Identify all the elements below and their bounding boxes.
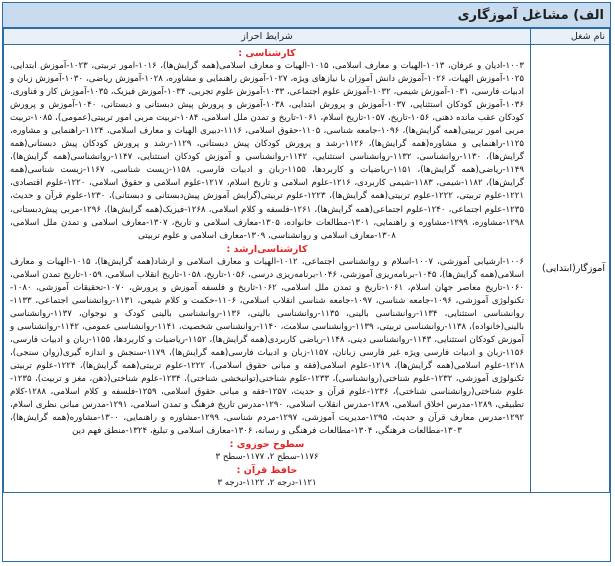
job-name-cell: آموزگار(ابتدایی) bbox=[531, 45, 610, 493]
section-title: الف) مشاغل آموزگاری bbox=[3, 3, 610, 28]
table-header-row bbox=[4, 29, 610, 45]
quran-levels: ۱۱۲۱-درجه ۲، ۱۱۲۲-درجه ۳ bbox=[217, 478, 317, 489]
bachelor-fields: ۱۰۰۳-ادیان و عرفان، ۱۰۱۳-الهیات و معارف اسلامی، ۱۰۱۵-الهیات و معارف اسلامی(همه گرایش‌ها)، ۱۰۱۶-امور تربیتی، ۱۰۲۳-آموزش ابتدایی، ۱۰۲۵-آموزش الهیات، ۱۰۲۶-آموزش دانش آموزان با نیازهای ویژه، ۱۰۲۷-آموزش راهنمایی و مشاوره، ۱۰۲۸-آموزش ریاضی، ۱۰۳۰-آموزش زبان و ادبیات فارسی، ۱۰۳۱-آموزش شیمی، ۱۰۳۲-آموزش علوم اجتماعی، ۱۰۳۳-آموزش علوم تجربی، ۱۰۳۴-آموزش فیزیک، ۱۰۳۵-آموزش کار و فناوری، ۱۰۳۶-آموزش کودکان استثنایی، ۱۰۳۷-آموزش و پرورش ابتدایی، ۱۰۳۸-آموزش و پرورش پیش دبستانی و دبستانی، ۱۰۴۰-آموزش و پرورش کودکان عقب مانده ذهنی، ۱۰۵۶-تاریخ، ۱۰۵۷-تاریخ اسلام، ۱۰۶۱-تاریخ و تمدن ملل اسلامی، ۱۰۸۴-تربیت مربی امور تربیتی(عمومی)، ۱۰۸۵-تربیت مربی امور تربیتی(همه گرایش‌ها)، ۱۰۹۶-جامعه شناسی، ۱۱۰۵-حقوق اسلامی، ۱۱۱۶-دبیری الهیات و معارف اسلامی، ۱۱۲۴-راهنمایی و مشاوره، ۱۱۲۵-راهنمایی و مشاوره(همه گرایش‌ها)، ۱۱۲۶-رشد و پرورش کودکان پیش دبستانی، ۱۱۲۹-رشد و پرورش کودکان پیش دبستانی(همه گرایش‌ها)، ۱۱۳۰-روانشناسی، ۱۱۳۲-روانشناسی استثنایی، ۱۱۴۲-روانشناسی و آموزش کودکان استثنایی، ۱۱۴۷-روانشناسی(همه گرایش‌ها)، ۱۱۴۹-ریاضی(همه گرایش‌ها)، ۱۱۵۱-ریاضیات و کاربردها، ۱۱۵۵-زبان و ادبیات فارسی، ۱۱۵۸-زیست شناسی، ۱۱۶۷-زیست شناسی(همه گرایش‌ها)، ۱۱۸۲-شیمی، ۱۱۸۳-شیمی کاربردی، ۱۲۱۶-علوم اسلامی و تاریخ اسلام، ۱۲۱۷-علوم اسلامی و حقوق اسلامی، ۱۲۲۰-علوم اقتصادی، ۱۲۲۱-علوم تربیتی، ۱۲۲۲-علوم تربیتی(همه گرایش‌ها)، ۱۲۲۳-علوم تربیتی(گرایش آموزش پیش‌دبستانی و دبستانی)، ۱۲۳۰-علوم قرآن و حدیث، ۱۲۳۵-علوم اجتماعی، ۱۲۴۰-علوم اجتماعی(همه گرایش‌ها)، ۱۲۶۱-فلسفه و کلام اسلامی، ۱۲۶۸-فیزیک(همه گرایش‌ها)، ۱۲۹۶-مربی پیش‌دبستانی، ۱۲۹۸-مشاوره، ۱۲۹۹-مشاوره و راهنمایی، ۱۳۰۱-مطالعات خانواده، ۱۳۰۵-معارف اسلامی و تاریخ، ۱۳۰۷-معارف اسلامی و تمدن ملل اسلامی، ۱۳۰۸-معارف اسلامی و روانشناسی، ۱۳۰۹-معارف اسلامی و علوم تربیتی bbox=[10, 61, 525, 241]
quran-title: حافظ قرآن : bbox=[236, 465, 298, 477]
table-row bbox=[4, 45, 610, 493]
job-name-header: نام شغل bbox=[531, 29, 610, 45]
master-fields: ۱۰۰۶-ارشیابی آموزشی، ۱۰۰۷-اسلام و روانشناسی اجتماعی، ۱۰۱۲-الهیات و معارف اسلامی و ارشاد(همه گرایش‌ها)، ۱۰۱۵-الهیات و معارف اسلامی(همه گرایش‌ها)، ۱۰۴۵-برنامه‌ریزی آموزشی، ۱۰۴۶-برنامه‌ریزی درسی، ۱۰۵۶-تاریخ، ۱۰۵۸-تاریخ انقلاب اسلامی، ۱۰۵۹-تاریخ تمدن اسلامی، ۱۰۶۰-تاریخ معاصر جهان اسلام، ۱۰۶۱-تاریخ و تمدن ملل اسلامی، ۱۰۶۲-تاریخ و فلسفه آموزش و پرورش، ۱۰۷۰-تحقیقات آموزشی، ۱۰۸۰-تکنولوژی آموزشی، ۱۰۹۶-جامعه شناسی، ۱۰۹۷-جامعه شناسی انقلاب اسلامی، ۱۱۰۶-حکمت و کلام شیعی، ۱۱۳۱-روانشناسی اجتماعی، ۱۱۳۳-روانشناسی استثنایی، ۱۱۳۴-روانشناسی بالینی، ۱۱۳۵-روانشناسی بالینی، ۱۱۳۶-روانشناسی بالینی کودک و نوجوان، ۱۱۳۷-روانشناسی بالینی(خانواده)، ۱۱۳۸-روانشناسی تربیتی، ۱۱۳۹-روانشناسی سلامت، ۱۱۴۰-روانشناسی شخصیت، ۱۱۴۱-روانشناسی عمومی، ۱۱۴۲-روانشناسی و آموزش کودکان استثنایی، ۱۱۴۳-روانشناسی دینی، ۱۱۴۸-ریاضی کاربردی(همه گرایش‌ها)، ۱۱۵۲-ریاضیات و کاربردها، ۱۱۵۵-زبان و ادبیات فارسی، ۱۱۵۶-زبان و ادبیات فارسی ویژه غیر فارسی زبانان، ۱۱۵۷-زبان و ادبیات فارسی(همه گرایش‌ها)، ۱۱۷۹-سنجش و اندازه گیری(روان سنجی)، ۱۲۱۸-علوم اسلامی(همه گرایش‌ها)، ۱۲۱۹-علوم اسلامی(فقه و مبانی حقوق اسلامی)، ۱۲۲۲-علوم تربیتی(همه گرایش‌ها)، ۱۲۲۴-علوم تربیتی تکنولوژی آموزشی، ۱۲۳۲-علوم شناختی(روانشناسی)، ۱۲۳۳-علوم شناختی(توانبخشی شناختی)، ۱۲۳۴-علوم شناختی(ذهن، مغز و تربیت)، ۱۲۳۵-علوم شناختی(روانشناسی شناختی)، ۱۲۳۶-علوم قرآن و حدیث، ۱۲۵۷-فقه و مبانی حقوق اسلامی، ۱۲۵۹-فلسفه و کلام اسلامی، ۱۲۸۸-کلام تطبیقی، ۱۲۸۹-مدرس اخلاق اسلامی، ۱۲۸۹-مدرس انقلاب اسلامی، ۱۲۹۰-مدرس تاریخ فرهنگ و تمدن اسلامی، ۱۲۹۱-مدرس مبانی نظری اسلام، ۱۲۹۲-مدرس معارف قرآن و حدیث، ۱۲۹۵-مدیریت آموزشی، ۱۲۹۷-مردم شناسی، ۱۲۹۹-مشاوره و راهنمایی، ۱۳۰۰-مشاوره(همه گرایش‌ها)، ۱۳۰۳-مطالعات فرهنگی، ۱۳۰۴-مطالعات فرهنگی و رسانه، ۱۳۰۶-معارف اسلامی و تبلیغ، ۱۳۲۴-منطق فهم دین bbox=[10, 256, 525, 437]
bachelor-title: کارشناسی : bbox=[238, 48, 296, 59]
conditions-table bbox=[3, 28, 610, 493]
job-table-frame bbox=[2, 2, 611, 562]
conditions-header: شرایط احراز bbox=[4, 29, 531, 45]
master-title: کارشناسی‌ارشد : bbox=[226, 243, 308, 255]
hawzeh-levels: ۱۱۷۶-سطح ۲، ۱۱۷۷-سطح ۳ bbox=[215, 452, 319, 463]
hawzeh-title: سطوح حوزوی : bbox=[229, 439, 305, 451]
conditions-cell bbox=[4, 45, 531, 493]
